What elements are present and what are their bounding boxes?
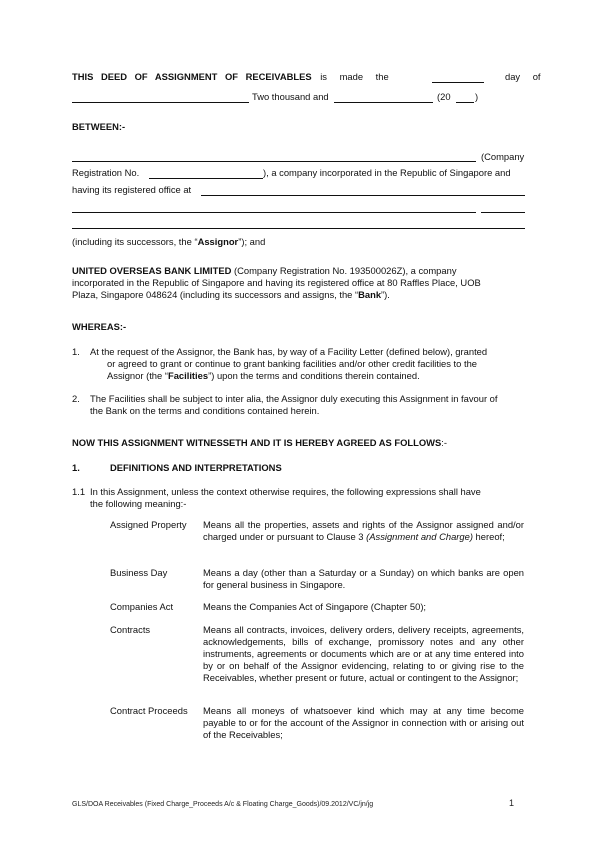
whereas-1-line-2: or agreed to grant or continue to grant banking facilities and/or other credit facilities to the (107, 358, 478, 369)
witnesseth-text: NOW THIS ASSIGNMENT WITNESSETH AND IT IS HEREBY AGREED AS FOLLOWS (72, 437, 442, 448)
address-line-2[interactable] (72, 228, 525, 229)
definition-text-italic: (Assignment and Charge) (366, 531, 473, 542)
between-heading: BETWEEN:- (72, 121, 126, 132)
definition-text-a: Means all moneys of whatsoever kind which may at any time become payable to or for the account of the Assignor in connection with or arising out of the Receivables; (203, 705, 524, 740)
whereas-2-line-1: The Facilities shall be subject to inter alia, the Assignor duly executing this Assignment in favour of (90, 393, 498, 404)
year-words-blank[interactable] (334, 93, 433, 103)
facilities-term: Facilities (167, 370, 209, 381)
assignor-definition (72, 236, 265, 248)
facilities-text-b: ”) upon the terms and conditions therein contained. (208, 370, 420, 381)
year-digits-blank[interactable] (456, 93, 474, 103)
whereas-1-number: 1. (72, 346, 80, 357)
definition-term: Companies Act (110, 601, 174, 612)
registration-prefix: Registration No. (72, 167, 140, 178)
registration-suffix: ), a company incorporated in the Republic of Singapore and (263, 167, 511, 178)
whereas-1-line-1: At the request of the Assignor, the Bank has, by way of a Facility Letter (defined below), granted (90, 346, 488, 357)
definition-text (203, 519, 524, 543)
assignor-text-b: ”); and (238, 236, 266, 247)
year-paren-open: (20 (437, 91, 451, 102)
definition-text-a: Means the Companies Act of Singapore (Chapter 50); (203, 601, 427, 612)
whereas-heading: WHEREAS:- (72, 321, 127, 332)
definition-term: Contracts (110, 624, 151, 635)
registration-blank[interactable] (149, 169, 263, 179)
witnesseth-line (72, 437, 447, 449)
section-1-number: 1. (72, 462, 80, 473)
whereas-2-number: 2. (72, 393, 80, 404)
definition-term: Business Day (110, 567, 168, 578)
address-line-1[interactable] (72, 212, 476, 213)
definition-text (203, 624, 524, 684)
bank-line-1 (72, 265, 457, 277)
footer-reference: GLS/DOA Receivables (Fixed Charge_Proceeds A/c & Floating Charge_Goods)/09.2012/VC/jn/jg (72, 801, 374, 808)
deed-title-line (72, 71, 389, 83)
deed-made-the: is made the (320, 71, 389, 82)
definition-term: Contract Proceeds (110, 705, 188, 716)
office-blank[interactable] (201, 186, 525, 196)
deed-day-of: day of (505, 71, 541, 82)
definition-term: Assigned Property (110, 519, 187, 530)
definition-text-a: Means all the properties, assets and rights of the Assignor assigned and/or charged under or pursuant to Clause 3 (203, 519, 524, 542)
section-1-title: DEFINITIONS AND INTERPRETATIONS (110, 462, 282, 473)
page-number: 1 (509, 798, 515, 808)
witnesseth-tail: :- (441, 437, 448, 448)
definition-text-a: Means a day (other than a Saturday or a Sunday) on which banks are open for general business in Singapore. (203, 567, 524, 590)
definition-text (203, 601, 524, 613)
year-paren-close: ) (475, 91, 479, 102)
company-suffix: (Company (481, 151, 525, 162)
office-prefix: having its registered office at (72, 184, 192, 195)
two-thousand-and: Two thousand and (252, 91, 329, 102)
definition-text (203, 567, 524, 591)
assignor-term: Assignor (197, 236, 239, 247)
definition-text (203, 705, 524, 741)
bank-line-3 (72, 289, 390, 301)
day-blank[interactable] (432, 73, 484, 83)
clause-1-1-line-2: the following meaning:- (90, 498, 187, 509)
whereas-1-line-3 (107, 370, 420, 382)
party-name-line[interactable] (72, 161, 476, 162)
bank-registration: (Company Registration No. 193500026Z), a company (231, 265, 457, 276)
whereas-2-line-2: the Bank on the terms and conditions contained herein. (90, 405, 320, 416)
clause-1-1-line-1: In this Assignment, unless the context otherwise requires, the following expressions shall have (90, 486, 481, 497)
deed-title: THIS DEED OF ASSIGNMENT OF RECEIVABLES (72, 71, 312, 82)
address-line-1b[interactable] (481, 212, 525, 213)
facilities-text-a: Assignor (the “ (107, 370, 168, 381)
bank-line-2: incorporated in the Republic of Singapore and having its registered office at 80 Raffles Place, UOB (72, 277, 481, 288)
definition-text-b: hereof; (472, 531, 505, 542)
clause-1-1-number: 1.1 (72, 486, 86, 497)
bank-name: UNITED OVERSEAS BANK LIMITED (72, 265, 232, 276)
definition-text-a: Means all contracts, invoices, delivery orders, delivery receipts, agreements, acknowledgements, bills of exchange, promissory notes and any other instruments, agreements or documents which are or at any time entered into by or on behalf of the Assignor evidencing, relating to or giving rise to the Receivables, whether present or future, actual or contingent to the Assignor; (203, 624, 524, 683)
assignor-text-a: (including its successors, the “ (72, 236, 198, 247)
bank-text-b: ”). (381, 289, 390, 300)
bank-text-a: Plaza, Singapore 048624 (including its successors and assigns, the “ (72, 289, 359, 300)
bank-term: Bank (358, 289, 382, 300)
month-blank[interactable] (72, 93, 249, 103)
